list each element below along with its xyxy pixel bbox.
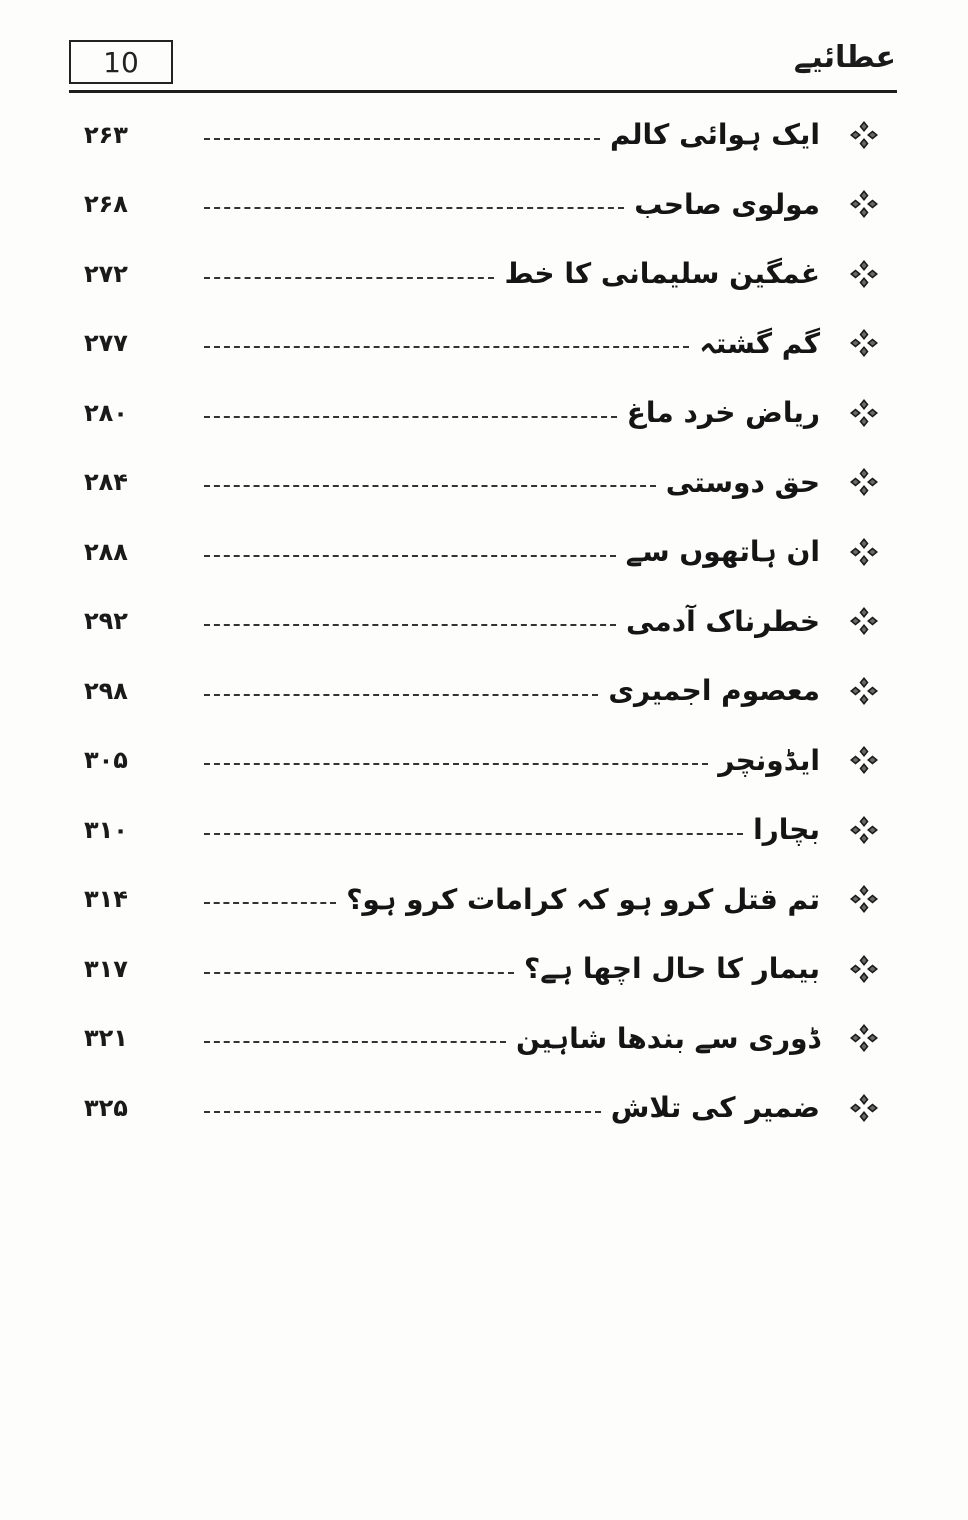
toc-entry-page: ۲۹۲ <box>84 607 128 636</box>
dotted-leader <box>204 1041 506 1043</box>
toc-entry-title: ان ہاتھوں سے <box>625 535 820 569</box>
toc-entry[interactable] <box>70 656 890 726</box>
four-diamond-bullet-icon <box>844 884 884 914</box>
toc-entry-page: ۳۰۵ <box>84 746 128 775</box>
toc-entry-title: بیمار کا حال اچھا ہے؟ <box>524 952 820 986</box>
dotted-leader <box>204 138 600 140</box>
four-diamond-bullet-icon <box>844 745 884 775</box>
toc-entry[interactable] <box>70 239 890 309</box>
toc-entry-title: ایک ہوائی کالم <box>610 118 820 152</box>
page-number-box <box>69 40 173 84</box>
toc-entry[interactable] <box>70 1004 890 1074</box>
toc-entry-page: ۲۸۰ <box>84 398 128 427</box>
header-rule <box>69 90 897 93</box>
toc-entry-title: ریاض خرد ماغ <box>626 396 820 430</box>
four-diamond-bullet-icon <box>844 467 884 497</box>
dotted-leader <box>204 416 617 418</box>
toc-entry-title: خطرناک آدمی <box>626 604 820 638</box>
dotted-leader <box>204 624 616 626</box>
toc-entry-page: ۲۷۷ <box>84 329 128 358</box>
toc-entry[interactable] <box>70 378 890 448</box>
dotted-leader <box>204 555 616 557</box>
toc-entry[interactable] <box>70 865 890 935</box>
toc-entry-title: گم گشتہ <box>699 326 820 360</box>
toc-entry[interactable] <box>70 309 890 379</box>
four-diamond-bullet-icon <box>844 259 884 289</box>
toc-entry-page: ۳۱۰ <box>84 815 128 844</box>
toc-entry-title: غمگین سلیمانی کا خط <box>504 257 820 291</box>
toc-entry[interactable] <box>70 934 890 1004</box>
toc-entry-page: ۲۶۳ <box>84 120 128 149</box>
dotted-leader <box>204 902 336 904</box>
four-diamond-bullet-icon <box>844 1023 884 1053</box>
toc-entry[interactable] <box>70 170 890 240</box>
four-diamond-bullet-icon <box>844 189 884 219</box>
toc-entry-title: حق دوستی <box>665 465 820 499</box>
toc-entry-page: ۲۸۸ <box>84 537 128 566</box>
toc-entry-page: ۲۶۸ <box>84 190 128 219</box>
dotted-leader <box>204 1111 601 1113</box>
toc-entry[interactable] <box>70 1073 890 1143</box>
four-diamond-bullet-icon <box>844 676 884 706</box>
toc-entry-title: مولوی صاحب <box>634 187 820 221</box>
toc-entry-page: ۲۹۸ <box>84 676 128 705</box>
four-diamond-bullet-icon <box>844 398 884 428</box>
four-diamond-bullet-icon <box>844 328 884 358</box>
toc-entry[interactable] <box>70 726 890 796</box>
toc-entry-page: ۳۱۷ <box>84 954 128 983</box>
four-diamond-bullet-icon <box>844 815 884 845</box>
toc-entry-title: معصوم اجمیری <box>608 674 820 708</box>
toc-entry-page: ۳۲۵ <box>84 1093 128 1122</box>
dotted-leader <box>204 972 514 974</box>
four-diamond-bullet-icon <box>844 954 884 984</box>
page-number: 10 <box>103 45 139 79</box>
four-diamond-bullet-icon <box>844 606 884 636</box>
four-diamond-bullet-icon <box>844 537 884 567</box>
toc-entry-title: ڈوری سے بندھا شاہین <box>516 1021 820 1055</box>
dotted-leader <box>204 694 598 696</box>
toc-entry[interactable] <box>70 100 890 170</box>
toc-entry[interactable] <box>70 448 890 518</box>
dotted-leader <box>204 833 743 835</box>
toc-entry[interactable] <box>70 587 890 657</box>
toc-entry[interactable] <box>70 795 890 865</box>
dotted-leader <box>204 277 494 279</box>
four-diamond-bullet-icon <box>844 1093 884 1123</box>
toc-entry-page: ۲۷۲ <box>84 259 128 288</box>
dotted-leader <box>204 763 708 765</box>
toc-entry-title: ضمیر کی تلاش <box>610 1091 820 1125</box>
table-of-contents <box>70 100 890 1143</box>
toc-entry-page: ۳۱۴ <box>84 885 128 914</box>
toc-entry-title: تم قتل کرو ہو کہ کرامات کرو ہو؟ <box>346 882 820 916</box>
dotted-leader <box>204 207 624 209</box>
toc-entry-title: ایڈونچر <box>718 743 820 777</box>
dotted-leader <box>204 346 689 348</box>
four-diamond-bullet-icon <box>844 120 884 150</box>
dotted-leader <box>204 485 656 487</box>
toc-entry[interactable] <box>70 517 890 587</box>
toc-entry-page: ۳۲۱ <box>84 1024 128 1053</box>
toc-entry-title: بچارا <box>753 813 820 847</box>
toc-entry-page: ۲۸۴ <box>84 468 128 497</box>
running-title: عطائیے <box>793 40 896 75</box>
